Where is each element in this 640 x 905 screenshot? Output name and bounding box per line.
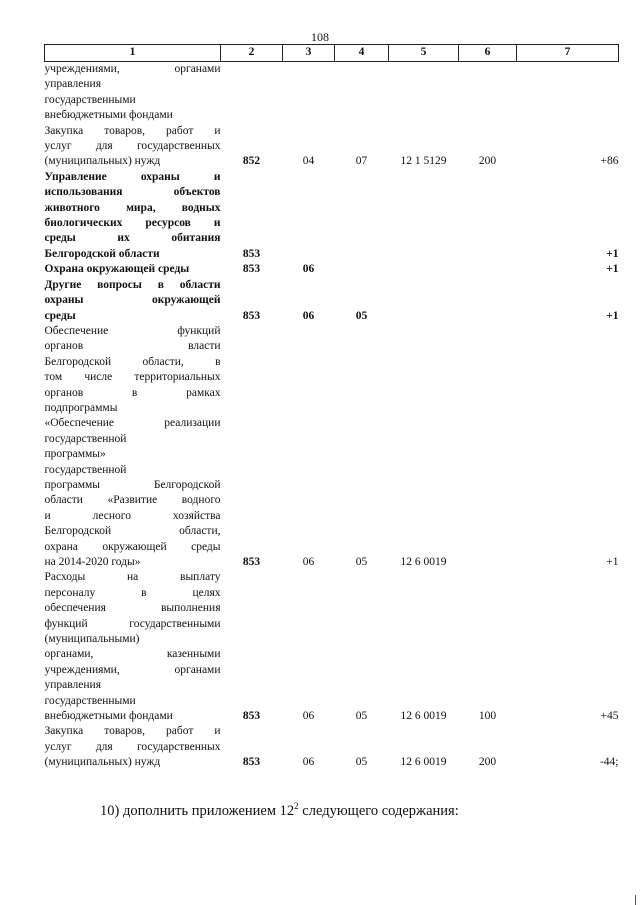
description-line: учреждениями, органами bbox=[44, 663, 221, 676]
cell-c4: 05 bbox=[355, 556, 368, 568]
description-line: Белгородской области bbox=[44, 247, 160, 260]
cell-c2: 853 bbox=[242, 556, 261, 568]
cell-c4 bbox=[335, 62, 389, 124]
cell-c2: 853 bbox=[242, 263, 261, 276]
footer-instruction bbox=[100, 801, 459, 820]
cell-c5 bbox=[389, 278, 459, 324]
cell-c2 bbox=[221, 62, 283, 124]
cell-c5: 12 6 0019 bbox=[400, 710, 447, 723]
cell-c3 bbox=[283, 170, 335, 262]
cell-c7: +1 bbox=[606, 309, 619, 322]
cell-c4: 05 bbox=[355, 756, 368, 769]
description-line: Расходы на выплату bbox=[44, 571, 221, 584]
description-line: учреждениями, органами bbox=[44, 63, 221, 75]
cell-c6 bbox=[459, 262, 517, 277]
description-line: охраны окружающей bbox=[44, 294, 221, 307]
description-line: (муниципальных) нужд bbox=[44, 756, 161, 769]
cell-c7: +86 bbox=[600, 155, 619, 168]
table-row bbox=[45, 124, 619, 170]
description-line: Белгородской области, в bbox=[44, 355, 221, 368]
row-description bbox=[45, 324, 221, 571]
column-header-6: 6 bbox=[459, 45, 517, 62]
description-line: программы Белгородской bbox=[44, 478, 221, 491]
description-line: «Обеспечение реализации bbox=[44, 417, 221, 430]
description-line: государственной bbox=[44, 463, 127, 476]
edge-mark bbox=[635, 895, 636, 905]
cell-c5: 12 6 0019 bbox=[400, 756, 447, 769]
description-line: государственными bbox=[44, 694, 136, 707]
row-description bbox=[45, 262, 221, 277]
description-line: программы» bbox=[44, 448, 106, 461]
description-line: органами, казенными bbox=[44, 648, 221, 661]
description-line: среды bbox=[44, 309, 76, 322]
column-header-5: 5 bbox=[389, 45, 459, 62]
description-line: услуг для государственных bbox=[44, 740, 221, 753]
column-header-1: 1 bbox=[45, 45, 221, 62]
table-row bbox=[45, 324, 619, 571]
table-row bbox=[45, 570, 619, 724]
footer-suffix: следующего содержания: bbox=[298, 802, 459, 819]
description-line: Другие вопросы в области bbox=[44, 278, 221, 291]
description-line: Белгородской области, bbox=[44, 525, 221, 538]
column-header-4: 4 bbox=[335, 45, 389, 62]
cell-c4: 05 bbox=[355, 309, 368, 322]
cell-c7: -44; bbox=[599, 756, 619, 769]
cell-c6: 200 bbox=[478, 155, 497, 168]
row-description bbox=[45, 124, 221, 170]
description-line: обеспечения выполнения bbox=[44, 602, 221, 615]
cell-c6: 200 bbox=[478, 756, 497, 769]
description-line: (муниципальными) bbox=[44, 633, 140, 646]
description-line: охрана окружающей среды bbox=[44, 540, 221, 553]
cell-c2: 852 bbox=[242, 155, 261, 168]
description-line: функций государственными bbox=[44, 617, 221, 630]
description-line: Закупка товаров, работ и bbox=[44, 725, 221, 738]
cell-c3: 06 bbox=[302, 710, 315, 723]
description-line: и лесного хозяйства bbox=[44, 509, 221, 522]
cell-c6 bbox=[459, 170, 517, 262]
cell-c6 bbox=[459, 278, 517, 324]
description-line: Обеспечение функций bbox=[44, 324, 221, 337]
cell-c6 bbox=[459, 62, 517, 124]
cell-c5 bbox=[389, 170, 459, 262]
cell-c6 bbox=[459, 324, 517, 571]
cell-c5: 12 1 5129 bbox=[400, 155, 447, 168]
column-header-3: 3 bbox=[283, 45, 335, 62]
row-description bbox=[45, 724, 221, 770]
description-line: государственной bbox=[44, 432, 127, 445]
description-line: Охрана окружающей среды bbox=[44, 263, 190, 276]
cell-c5 bbox=[389, 262, 459, 277]
description-line: животного мира, водных bbox=[44, 201, 221, 214]
cell-c2: 853 bbox=[242, 309, 261, 322]
cell-c3: 06 bbox=[302, 309, 315, 322]
cell-c2: 853 bbox=[242, 247, 261, 260]
cell-c4: 07 bbox=[355, 155, 368, 168]
column-header-7: 7 bbox=[517, 45, 619, 62]
page-number: 108 bbox=[311, 30, 329, 44]
column-header-2: 2 bbox=[221, 45, 283, 62]
cell-c4 bbox=[335, 170, 389, 262]
cell-c3 bbox=[283, 62, 335, 124]
description-line: биологических ресурсов и bbox=[44, 217, 221, 230]
cell-c2: 853 bbox=[242, 756, 261, 769]
cell-c3: 06 bbox=[302, 556, 315, 568]
description-line: внебюджетными фондами bbox=[44, 109, 173, 122]
cell-c5 bbox=[389, 62, 459, 124]
cell-c3: 06 bbox=[302, 263, 315, 276]
cell-c4: 05 bbox=[355, 710, 368, 723]
cell-c7 bbox=[517, 62, 619, 124]
description-line: внебюджетными фондами bbox=[44, 710, 173, 723]
table-header-row bbox=[45, 45, 619, 62]
table-row bbox=[45, 170, 619, 262]
cell-c5: 12 6 0019 bbox=[400, 556, 447, 568]
table-row bbox=[45, 62, 619, 124]
table-row bbox=[45, 724, 619, 770]
table-row bbox=[45, 278, 619, 324]
description-line: персоналу в целях bbox=[44, 586, 221, 599]
description-line: управления bbox=[44, 679, 101, 692]
description-line: области «Развитие водного bbox=[44, 494, 221, 507]
description-line: государственными bbox=[44, 93, 136, 106]
table-body bbox=[45, 62, 619, 771]
cell-c7: +45 bbox=[600, 710, 619, 723]
row-description bbox=[45, 170, 221, 262]
description-line: использования объектов bbox=[44, 186, 221, 199]
description-line: подпрограммы bbox=[44, 401, 118, 414]
row-description bbox=[45, 62, 221, 124]
description-line: том числе территориальных bbox=[44, 371, 221, 384]
description-line: услуг для государственных bbox=[44, 140, 221, 153]
budget-table bbox=[44, 44, 619, 771]
description-line: Управление охраны и bbox=[44, 170, 221, 183]
cell-c4 bbox=[335, 262, 389, 277]
row-description bbox=[45, 570, 221, 724]
description-line: органов власти bbox=[44, 340, 221, 353]
description-line: на 2014-2020 годы» bbox=[44, 556, 141, 568]
footer-text: 10) дополнить приложением 12 bbox=[100, 802, 295, 819]
description-line: (муниципальных) нужд bbox=[44, 155, 161, 168]
description-line: Закупка товаров, работ и bbox=[44, 124, 221, 137]
cell-c3: 06 bbox=[302, 756, 315, 769]
description-line: среды их обитания bbox=[44, 232, 221, 245]
cell-c2: 853 bbox=[242, 710, 261, 723]
cell-c3: 04 bbox=[302, 155, 315, 168]
cell-c7: +1 bbox=[606, 263, 619, 276]
footer-superscript: 2 bbox=[294, 801, 299, 811]
table-row bbox=[45, 262, 619, 277]
description-line: управления bbox=[44, 78, 101, 91]
cell-c6: 100 bbox=[478, 710, 497, 723]
cell-c7: +1 bbox=[606, 556, 619, 568]
description-line: органов в рамках bbox=[44, 386, 221, 399]
cell-c7: +1 bbox=[606, 247, 619, 260]
row-description bbox=[45, 278, 221, 324]
